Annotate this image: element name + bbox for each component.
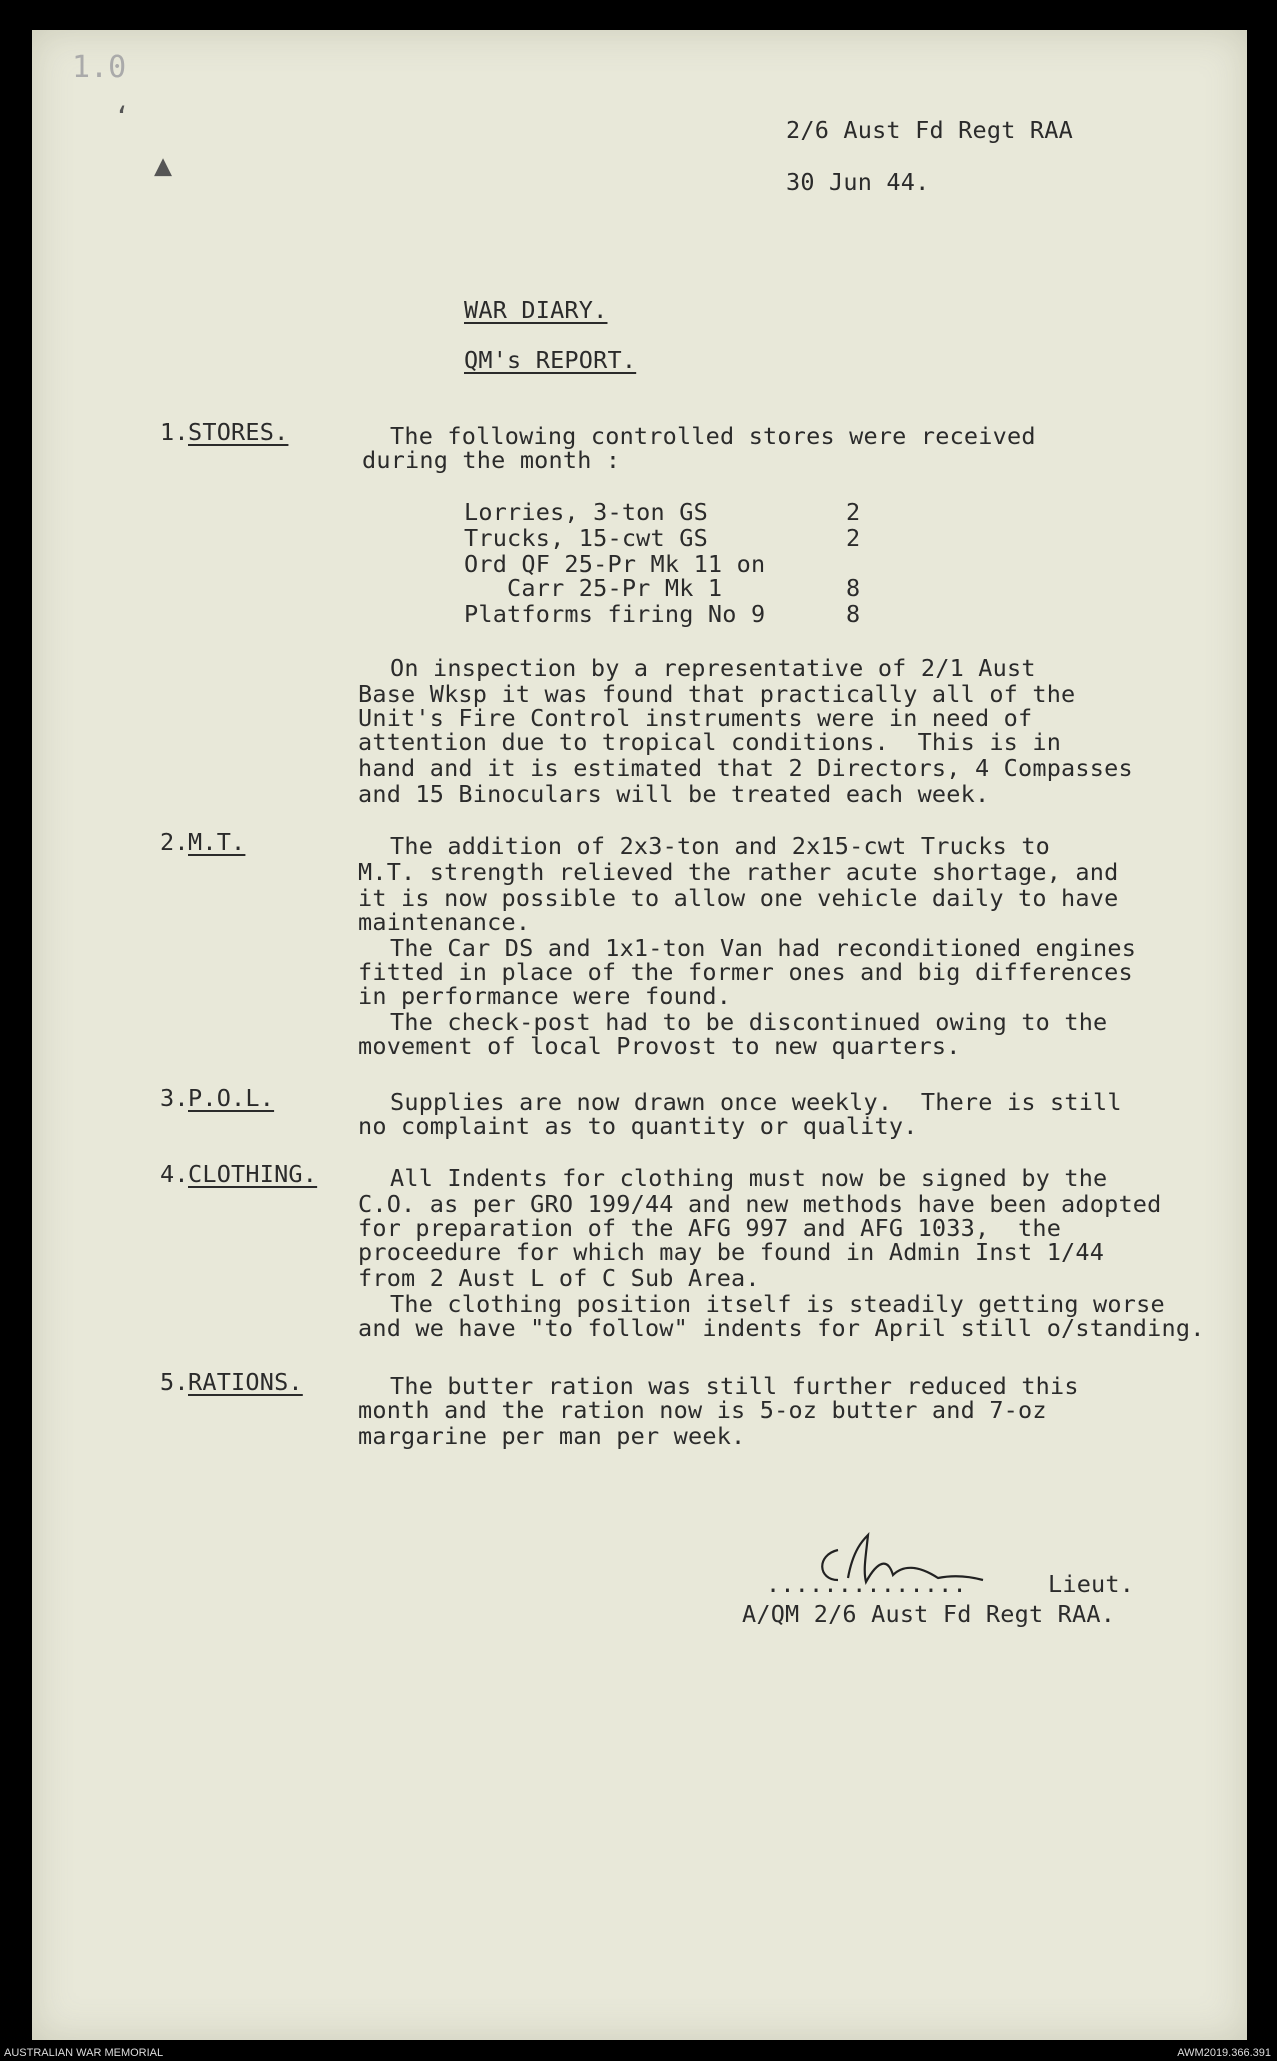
stores-note-line: Base Wksp it was found that practically all of the [358, 680, 1076, 708]
section-line: no complaint as to quantity or quality. [358, 1112, 918, 1140]
document-page [32, 30, 1247, 2040]
stores-qty: 8 [846, 600, 861, 628]
section-line: maintenance. [358, 908, 531, 936]
stores-item: Ord QF 25-Pr Mk 11 on [464, 550, 766, 578]
section-line: The butter ration was still further reduced this [390, 1372, 1079, 1400]
stores-note-line: Unit's Fire Control instruments were in need of [358, 704, 1033, 732]
section-line: it is now possible to allow one vehicle daily to have [358, 884, 1119, 912]
stores-item: Trucks, 15-cwt GS [464, 524, 708, 552]
section-number: 1. [160, 418, 189, 446]
section-number: 3. [160, 1084, 189, 1112]
section-number: 4. [160, 1160, 189, 1188]
section-line: during the month : [362, 446, 621, 474]
stores-note-line: On inspection by a representative of 2/1 Aust [390, 654, 1036, 682]
section-line: C.O. as per GRO 199/44 and new methods have been adopted [358, 1190, 1162, 1218]
stores-item: Platforms firing No 9 [464, 600, 766, 628]
page-title: WAR DIARY. [464, 296, 608, 324]
section-number: 2. [160, 828, 189, 856]
section-line: and we have "to follow" indents for April still o/standing. [358, 1314, 1205, 1342]
handwritten-signature [808, 1520, 988, 1600]
section-heading: STORES. [188, 418, 289, 446]
stores-note-line: hand and it is estimated that 2 Directors, 4 Compasses [358, 754, 1133, 782]
footer-left: AUSTRALIAN WAR MEMORIAL [4, 2047, 164, 2059]
section-number: 5. [160, 1368, 189, 1396]
section-line: proceedure for which may be found in Admin Inst 1/44 [358, 1238, 1105, 1266]
stores-note-line: attention due to tropical conditions. This is in [358, 728, 1062, 756]
stores-item: Carr 25-Pr Mk 1 [464, 574, 723, 602]
signature-dots: .............. [766, 1570, 967, 1598]
date-header: 30 Jun 44. [786, 168, 930, 196]
footer-right: AWM2019.366.391 [1177, 2047, 1271, 2059]
section-line: The following controlled stores were received [390, 422, 1036, 450]
page-subtitle: QM's REPORT. [464, 346, 637, 374]
section-line: M.T. strength relieved the rather acute shortage, and [358, 858, 1119, 886]
section-line: The Car DS and 1x1-ton Van had reconditioned engines [390, 934, 1137, 962]
section-line: month and the ration now is 5-oz butter and 7-oz [358, 1396, 1047, 1424]
section-line: in performance were found. [358, 982, 732, 1010]
section-line: for preparation of the AFG 997 and AFG 1033, the [358, 1214, 1062, 1242]
section-line: All Indents for clothing must now be signed by the [390, 1164, 1108, 1192]
unit-header: 2/6 Aust Fd Regt RAA [786, 116, 1073, 144]
section-heading: P.O.L. [188, 1084, 275, 1112]
pencil-marks: 1.0 [72, 50, 127, 85]
stores-note-line: and 15 Binoculars will be treated each week. [358, 780, 990, 808]
section-line: margarine per man per week. [358, 1422, 746, 1450]
punch-marks-2: ▲ [154, 148, 173, 183]
signature-rank: Lieut. [1048, 1570, 1135, 1598]
section-line: fitted in place of the former ones and big differences [358, 958, 1133, 986]
stores-qty: 2 [846, 524, 861, 552]
section-line: The check-post had to be discontinued owing to the [390, 1008, 1108, 1036]
stores-item: Lorries, 3-ton GS [464, 498, 708, 526]
stores-qty: 8 [846, 574, 861, 602]
signature-appointment: A/QM 2/6 Aust Fd Regt RAA. [742, 1600, 1116, 1628]
punch-marks: ‘ [114, 102, 130, 132]
stores-qty: 2 [846, 498, 861, 526]
section-line: movement of local Provost to new quarters. [358, 1032, 961, 1060]
section-line: from 2 Aust L of C Sub Area. [358, 1264, 760, 1292]
section-heading: M.T. [188, 828, 246, 856]
section-line: The addition of 2x3-ton and 2x15-cwt Trucks to [390, 832, 1051, 860]
section-heading: RATIONS. [188, 1368, 303, 1396]
section-line: The clothing position itself is steadily getting worse [390, 1290, 1165, 1318]
section-line: Supplies are now drawn once weekly. There is still [390, 1088, 1122, 1116]
section-heading: CLOTHING. [188, 1160, 318, 1188]
